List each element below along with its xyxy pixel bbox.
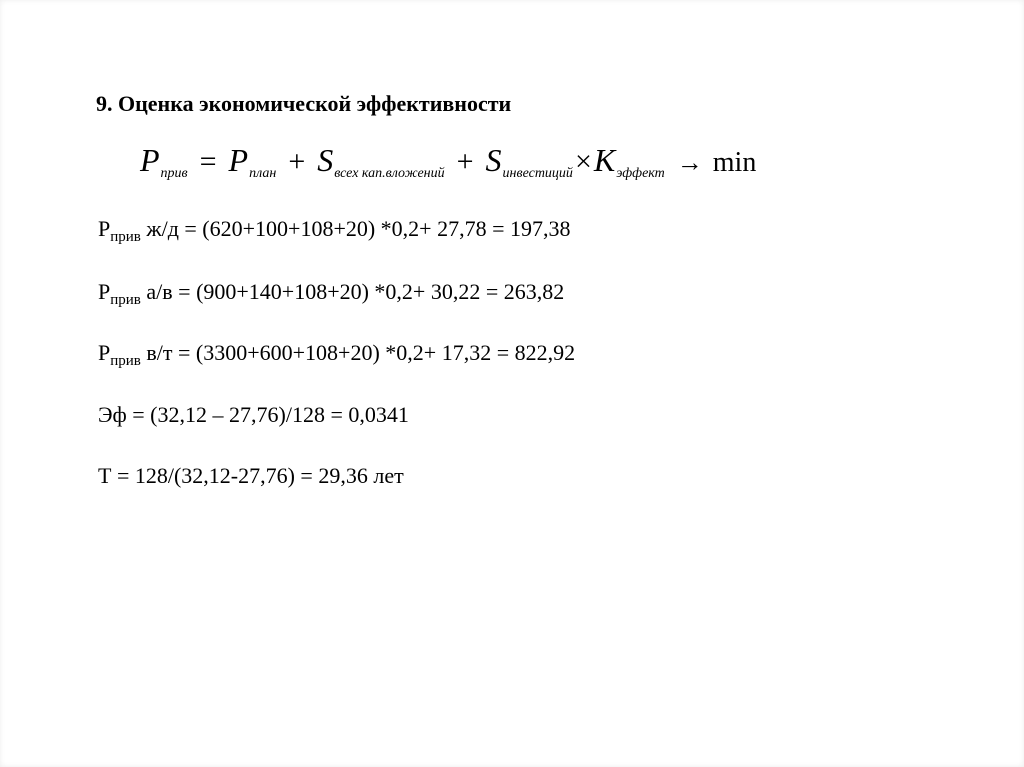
calc-subscript: прив (110, 229, 141, 245)
calc-line-auto (98, 279, 565, 308)
formula-subscript: всех кап.вложений (334, 166, 445, 181)
calc-line-payback: Т = 128/(32,12-27,76) = 29,36 лет (98, 463, 404, 488)
calc-expression: а/в = (900+140+108+20) *0,2+ 30,22 = 263,82 (140, 279, 565, 304)
formula-term-p-plan (229, 142, 277, 179)
formula-var: S (485, 142, 502, 178)
formula-subscript: план (249, 166, 277, 181)
formula-var: K (593, 142, 616, 178)
calc-line-water (98, 340, 576, 369)
formula-subscript: эффект (616, 166, 665, 181)
calc-symbol: P (98, 216, 111, 241)
formula-subscript: прив (160, 166, 188, 181)
calc-symbol: P (98, 340, 111, 365)
formula-plus: + (288, 145, 306, 178)
calc-symbol: P (98, 279, 111, 304)
formula-subscript: инвестиций (502, 166, 573, 181)
formula (140, 142, 756, 188)
formula-term-s-inv (486, 142, 573, 179)
formula-var: P (228, 142, 249, 178)
calc-expression: в/т = (3300+600+108+20) *0,2+ 17,32 = 822,92 (140, 340, 576, 365)
formula-min: min (712, 147, 757, 178)
formula-var: P (140, 142, 160, 178)
section-heading: 9. Оценка экономической эффективности (96, 91, 512, 116)
formula-arrow-icon: → (676, 148, 703, 177)
calc-line-efficiency: Эф = (32,12 – 27,76)/128 = 0,0341 (98, 402, 409, 427)
formula-plus: + (456, 145, 474, 178)
calc-subscript: прив (110, 292, 141, 308)
calc-expression: ж/д = (620+100+108+20) *0,2+ 27,78 = 197,38 (140, 216, 571, 241)
calc-subscript: прив (110, 353, 141, 369)
formula-times: × (574, 145, 592, 178)
formula-term-p-priv (140, 142, 188, 179)
calc-line-rail (98, 216, 571, 245)
formula-var: S (317, 142, 334, 178)
formula-equals: = (199, 145, 217, 178)
formula-term-s-cap (317, 142, 444, 179)
formula-term-k-eff (594, 142, 665, 179)
